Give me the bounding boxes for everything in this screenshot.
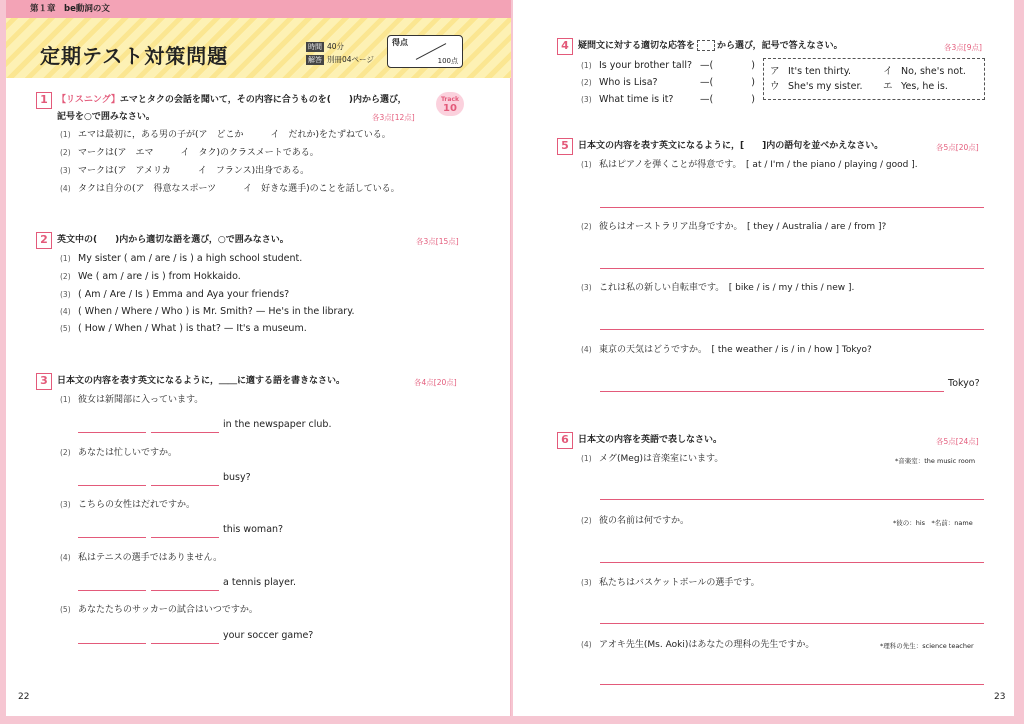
- q3-item-3-num: (3): [60, 500, 71, 509]
- q4-item-3-text: What time is it?: [599, 94, 674, 105]
- track-number: 10: [443, 103, 457, 114]
- q6-item-4: [581, 638, 814, 652]
- q2-item-1-num: (1): [60, 254, 71, 263]
- q4-points: 各3点[9点]: [944, 43, 982, 52]
- q2-item-5-text: ( How / When / What ) is that? — It's a museum.: [78, 323, 307, 334]
- q5-item-1-num: (1): [581, 160, 592, 169]
- choice-c-text: She's my sister.: [788, 81, 863, 92]
- left-page: [0, 0, 511, 724]
- right-frame: [513, 0, 1024, 724]
- q6-points: 各5点[24点]: [936, 437, 979, 446]
- time-value: 40分: [327, 42, 345, 51]
- q6-item-1-num: (1): [581, 454, 592, 463]
- q5-4-trail: Tokyo?: [948, 378, 980, 389]
- q5-item-2: [581, 220, 886, 234]
- q6-heading: [557, 432, 722, 449]
- q5-item-3-num: (3): [581, 283, 592, 292]
- q3-item-2-num: (2): [60, 448, 71, 457]
- q4-text-b: から選び，記号で答えなさい。: [717, 41, 843, 51]
- q5-item-1-text: 私はピアノを弾くことが得意です。 [ at / I'm / the piano / playing / good ].: [599, 160, 918, 170]
- q6-item-3-num: (3): [581, 578, 592, 587]
- q1-item-3-text: マークは(ア アメリカ イ フランス)出身である。: [78, 166, 310, 176]
- q5-3-answer-line[interactable]: [600, 329, 984, 330]
- score-label: 得点: [392, 38, 408, 47]
- q3-item-4-num: (4): [60, 553, 71, 562]
- q6-item-4-text: アオキ先生(Ms. Aoki)はあなたの理科の先生ですか。: [599, 640, 815, 650]
- q1-text-1: エマとタクの会話を聞いて，その内容に合うものを( )内から選び，: [119, 95, 407, 105]
- q3-points: 各4点[20点]: [414, 378, 457, 387]
- choice-b-text: No, she's not.: [901, 66, 966, 77]
- q4-item-2-answer[interactable]: —( ): [700, 77, 755, 88]
- page-title: 定期テスト対策問題: [40, 44, 229, 68]
- chapter-bar: 第１章 be動詞の文: [0, 0, 511, 18]
- choice-c-key: ウ: [770, 81, 780, 92]
- q1-item-1: [60, 128, 391, 142]
- q5-points: 各5点[20点]: [936, 143, 979, 152]
- q5-instruction: 日本文の内容を表す英文になるように，[ ]内の語句を並べかえなさい。: [578, 141, 884, 151]
- q4-item-2: [581, 76, 755, 89]
- q4-item-2-text: Who is Lisa?: [599, 77, 658, 88]
- score-max: 100点: [437, 57, 458, 65]
- q5-heading: [557, 138, 883, 155]
- q3-1-blank-a[interactable]: [78, 432, 146, 433]
- q3-item-1: [60, 393, 203, 407]
- q5-2-answer-line[interactable]: [600, 268, 984, 269]
- q1-item-4: [60, 182, 400, 196]
- q5-item-4: [581, 343, 872, 357]
- q3-item-1-jp: 彼女は新聞部に入っています。: [78, 395, 204, 405]
- q4-item-2-num: (2): [581, 78, 592, 87]
- q4-item-1-text: Is your brother tall?: [599, 60, 693, 71]
- q1-item-1-num: (1): [60, 130, 71, 139]
- q4-heading: [557, 38, 843, 55]
- q3-4-blank-b[interactable]: [151, 590, 219, 591]
- q4-item-1: [581, 59, 755, 72]
- q2-heading: [36, 232, 289, 249]
- q3-1-trail: in the newspaper club.: [223, 419, 332, 430]
- q2-item-4: [60, 305, 354, 318]
- q6-4-answer-line[interactable]: [600, 684, 984, 685]
- q3-3-trail: this woman?: [223, 524, 284, 535]
- q1-item-2: [60, 146, 319, 160]
- q3-item-3-jp: こちらの女性はだれですか。: [78, 500, 196, 510]
- q2-item-5-num: (5): [60, 324, 71, 333]
- q5-item-4-text: 東京の天気はどうですか。 [ the weather / is / in / how ] Tokyo?: [599, 345, 872, 355]
- q3-item-5-jp: あなたたちのサッカーの試合はいつですか。: [78, 605, 258, 615]
- q6-item-2-text: 彼の名前は何ですか。: [599, 516, 690, 526]
- q2-item-5: [60, 322, 307, 335]
- q6-item-1-text: メグ(Meg)は音楽室にいます。: [599, 454, 724, 464]
- q1-heading: [36, 92, 407, 126]
- time-meta: [306, 41, 344, 52]
- q4-item-3-num: (3): [581, 95, 592, 104]
- time-tag: 時間: [308, 42, 322, 51]
- q3-item-5: [60, 603, 258, 617]
- q3-item-3: [60, 498, 195, 512]
- q6-2-answer-line[interactable]: [600, 562, 984, 563]
- q4-choice-box-icon: [697, 40, 715, 51]
- q6-1-answer-line[interactable]: [600, 499, 984, 500]
- page-number-right: 23: [994, 692, 1006, 702]
- choice-a-text: It's ten thirty.: [788, 66, 852, 77]
- q2-points: 各3点[15点]: [416, 237, 459, 246]
- q6-item-4-num: (4): [581, 640, 592, 649]
- q3-3-blank-b[interactable]: [151, 537, 219, 538]
- q5-number: 5: [557, 138, 573, 155]
- q6-item-2: [581, 514, 689, 528]
- q4-item-3-answer[interactable]: —( ): [700, 94, 755, 105]
- q4-choice-box: [763, 58, 985, 100]
- q2-item-1-text: My sister ( am / are / is ) a high school student.: [78, 253, 303, 264]
- q3-4-trail: a tennis player.: [223, 577, 297, 588]
- q6-item-3: [581, 576, 760, 590]
- q3-3-blank-a[interactable]: [78, 537, 146, 538]
- q3-5-trail: your soccer game?: [223, 630, 314, 641]
- q5-item-4-num: (4): [581, 345, 592, 354]
- q5-item-2-text: 彼らはオーストラリア出身ですか。 [ they / Australia / are / from ]?: [599, 222, 887, 232]
- q4-item-1-answer[interactable]: —( ): [700, 60, 755, 71]
- q2-item-4-text: ( When / Where / Who ) is Mr. Smith? — He's in the library.: [78, 306, 355, 317]
- track-label: Track: [441, 96, 459, 103]
- q3-heading: [36, 373, 345, 390]
- q3-item-1-num: (1): [60, 395, 71, 404]
- q3-5-blank-b[interactable]: [151, 643, 219, 644]
- q3-item-5-num: (5): [60, 605, 71, 614]
- q4-text-a: 疑問文に対する適切な応答を: [578, 41, 696, 51]
- q6-item-1: [581, 452, 723, 466]
- q1-item-3-num: (3): [60, 166, 71, 175]
- q1-text-2: 記号を○で囲みなさい。: [57, 112, 155, 122]
- q6-instruction: 日本文の内容を英語で表しなさい。: [578, 435, 723, 445]
- q2-item-3-num: (3): [60, 290, 71, 299]
- q1-item-2-num: (2): [60, 148, 71, 157]
- q1-points: 各3点[12点]: [372, 113, 415, 122]
- q5-item-3: [581, 281, 854, 295]
- q2-item-3-text: ( Am / Are / Is ) Emma and Aya your friends?: [78, 289, 290, 300]
- q2-item-2-text: We ( am / are / is ) from Hokkaido.: [78, 271, 241, 282]
- title-banner: [0, 18, 511, 78]
- q2-item-2-num: (2): [60, 272, 71, 281]
- q6-4-note: *理科の先生：science teacher: [880, 642, 974, 650]
- q5-4-answer-line[interactable]: [600, 391, 944, 392]
- q4-item-1-num: (1): [581, 61, 592, 70]
- q6-2-note: *彼の：his *名前：name: [893, 519, 973, 527]
- q4-number: 4: [557, 38, 573, 55]
- q4-item-3: [581, 93, 755, 106]
- q1-item-1-text: エマは最初に，ある男の子が(ア どこか イ だれか)をたずねている。: [78, 130, 391, 140]
- q3-5-blank-a[interactable]: [78, 643, 146, 644]
- q3-2-blank-b[interactable]: [151, 485, 219, 486]
- q3-item-4-jp: 私はテニスの選手ではありません。: [78, 553, 223, 563]
- q5-item-1: [581, 158, 918, 172]
- page-number-left: 22: [18, 692, 30, 702]
- q1-number: 1: [36, 92, 52, 109]
- q3-2-trail: busy?: [223, 472, 251, 483]
- q3-item-2: [60, 446, 177, 460]
- choice-b-key: イ: [883, 66, 893, 77]
- q5-1-answer-line[interactable]: [600, 207, 984, 208]
- choice-a-key: ア: [770, 66, 780, 77]
- answer-tag: 解答: [308, 55, 322, 64]
- track-badge[interactable]: [436, 92, 464, 116]
- q3-2-blank-a[interactable]: [78, 485, 146, 486]
- q3-item-2-jp: あなたは忙しいですか。: [78, 448, 178, 458]
- q1-instruction: [57, 92, 407, 126]
- q2-instruction: 英文中の( )内から適切な語を選び，○で囲みなさい。: [57, 235, 289, 245]
- q6-3-answer-line[interactable]: [600, 623, 984, 624]
- q6-1-note: *音楽室：the music room: [895, 457, 976, 465]
- q1-item-4-text: タクは自分の(ア 得意なスポーツ イ 好きな選手)のことを話している。: [78, 184, 400, 194]
- answer-value: 別冊04ページ: [327, 55, 374, 64]
- q6-item-3-text: 私たちはバスケットボールの選手です。: [599, 578, 760, 588]
- q5-item-2-num: (2): [581, 222, 592, 231]
- q2-item-2: [60, 270, 241, 283]
- q3-1-blank-b[interactable]: [151, 432, 219, 433]
- q1-item-4-num: (4): [60, 184, 71, 193]
- q2-number: 2: [36, 232, 52, 249]
- q6-item-2-num: (2): [581, 516, 592, 525]
- q1-item-3: [60, 164, 309, 178]
- q2-item-3: [60, 288, 289, 301]
- q3-4-blank-a[interactable]: [78, 590, 146, 591]
- answer-meta: [306, 54, 374, 65]
- q3-instruction: 日本文の内容を表す英文になるように，＿＿に適する語を書きなさい。: [57, 376, 346, 386]
- choice-d-text: Yes, he is.: [901, 81, 948, 92]
- q3-number: 3: [36, 373, 52, 390]
- right-page: [513, 0, 1024, 724]
- q1-item-2-text: マークは(ア エマ イ タク)のクラスメートである。: [78, 148, 319, 158]
- score-box[interactable]: [387, 35, 463, 68]
- q2-item-4-num: (4): [60, 307, 71, 316]
- q1-listening-label: 【リスニング】: [57, 95, 120, 105]
- q2-item-1: [60, 252, 302, 265]
- q6-number: 6: [557, 432, 573, 449]
- q5-item-3-text: これは私の新しい自転車です。 [ bike / is / my / this / new ].: [599, 283, 855, 293]
- choice-d-key: エ: [883, 81, 893, 92]
- q3-item-4: [60, 551, 222, 565]
